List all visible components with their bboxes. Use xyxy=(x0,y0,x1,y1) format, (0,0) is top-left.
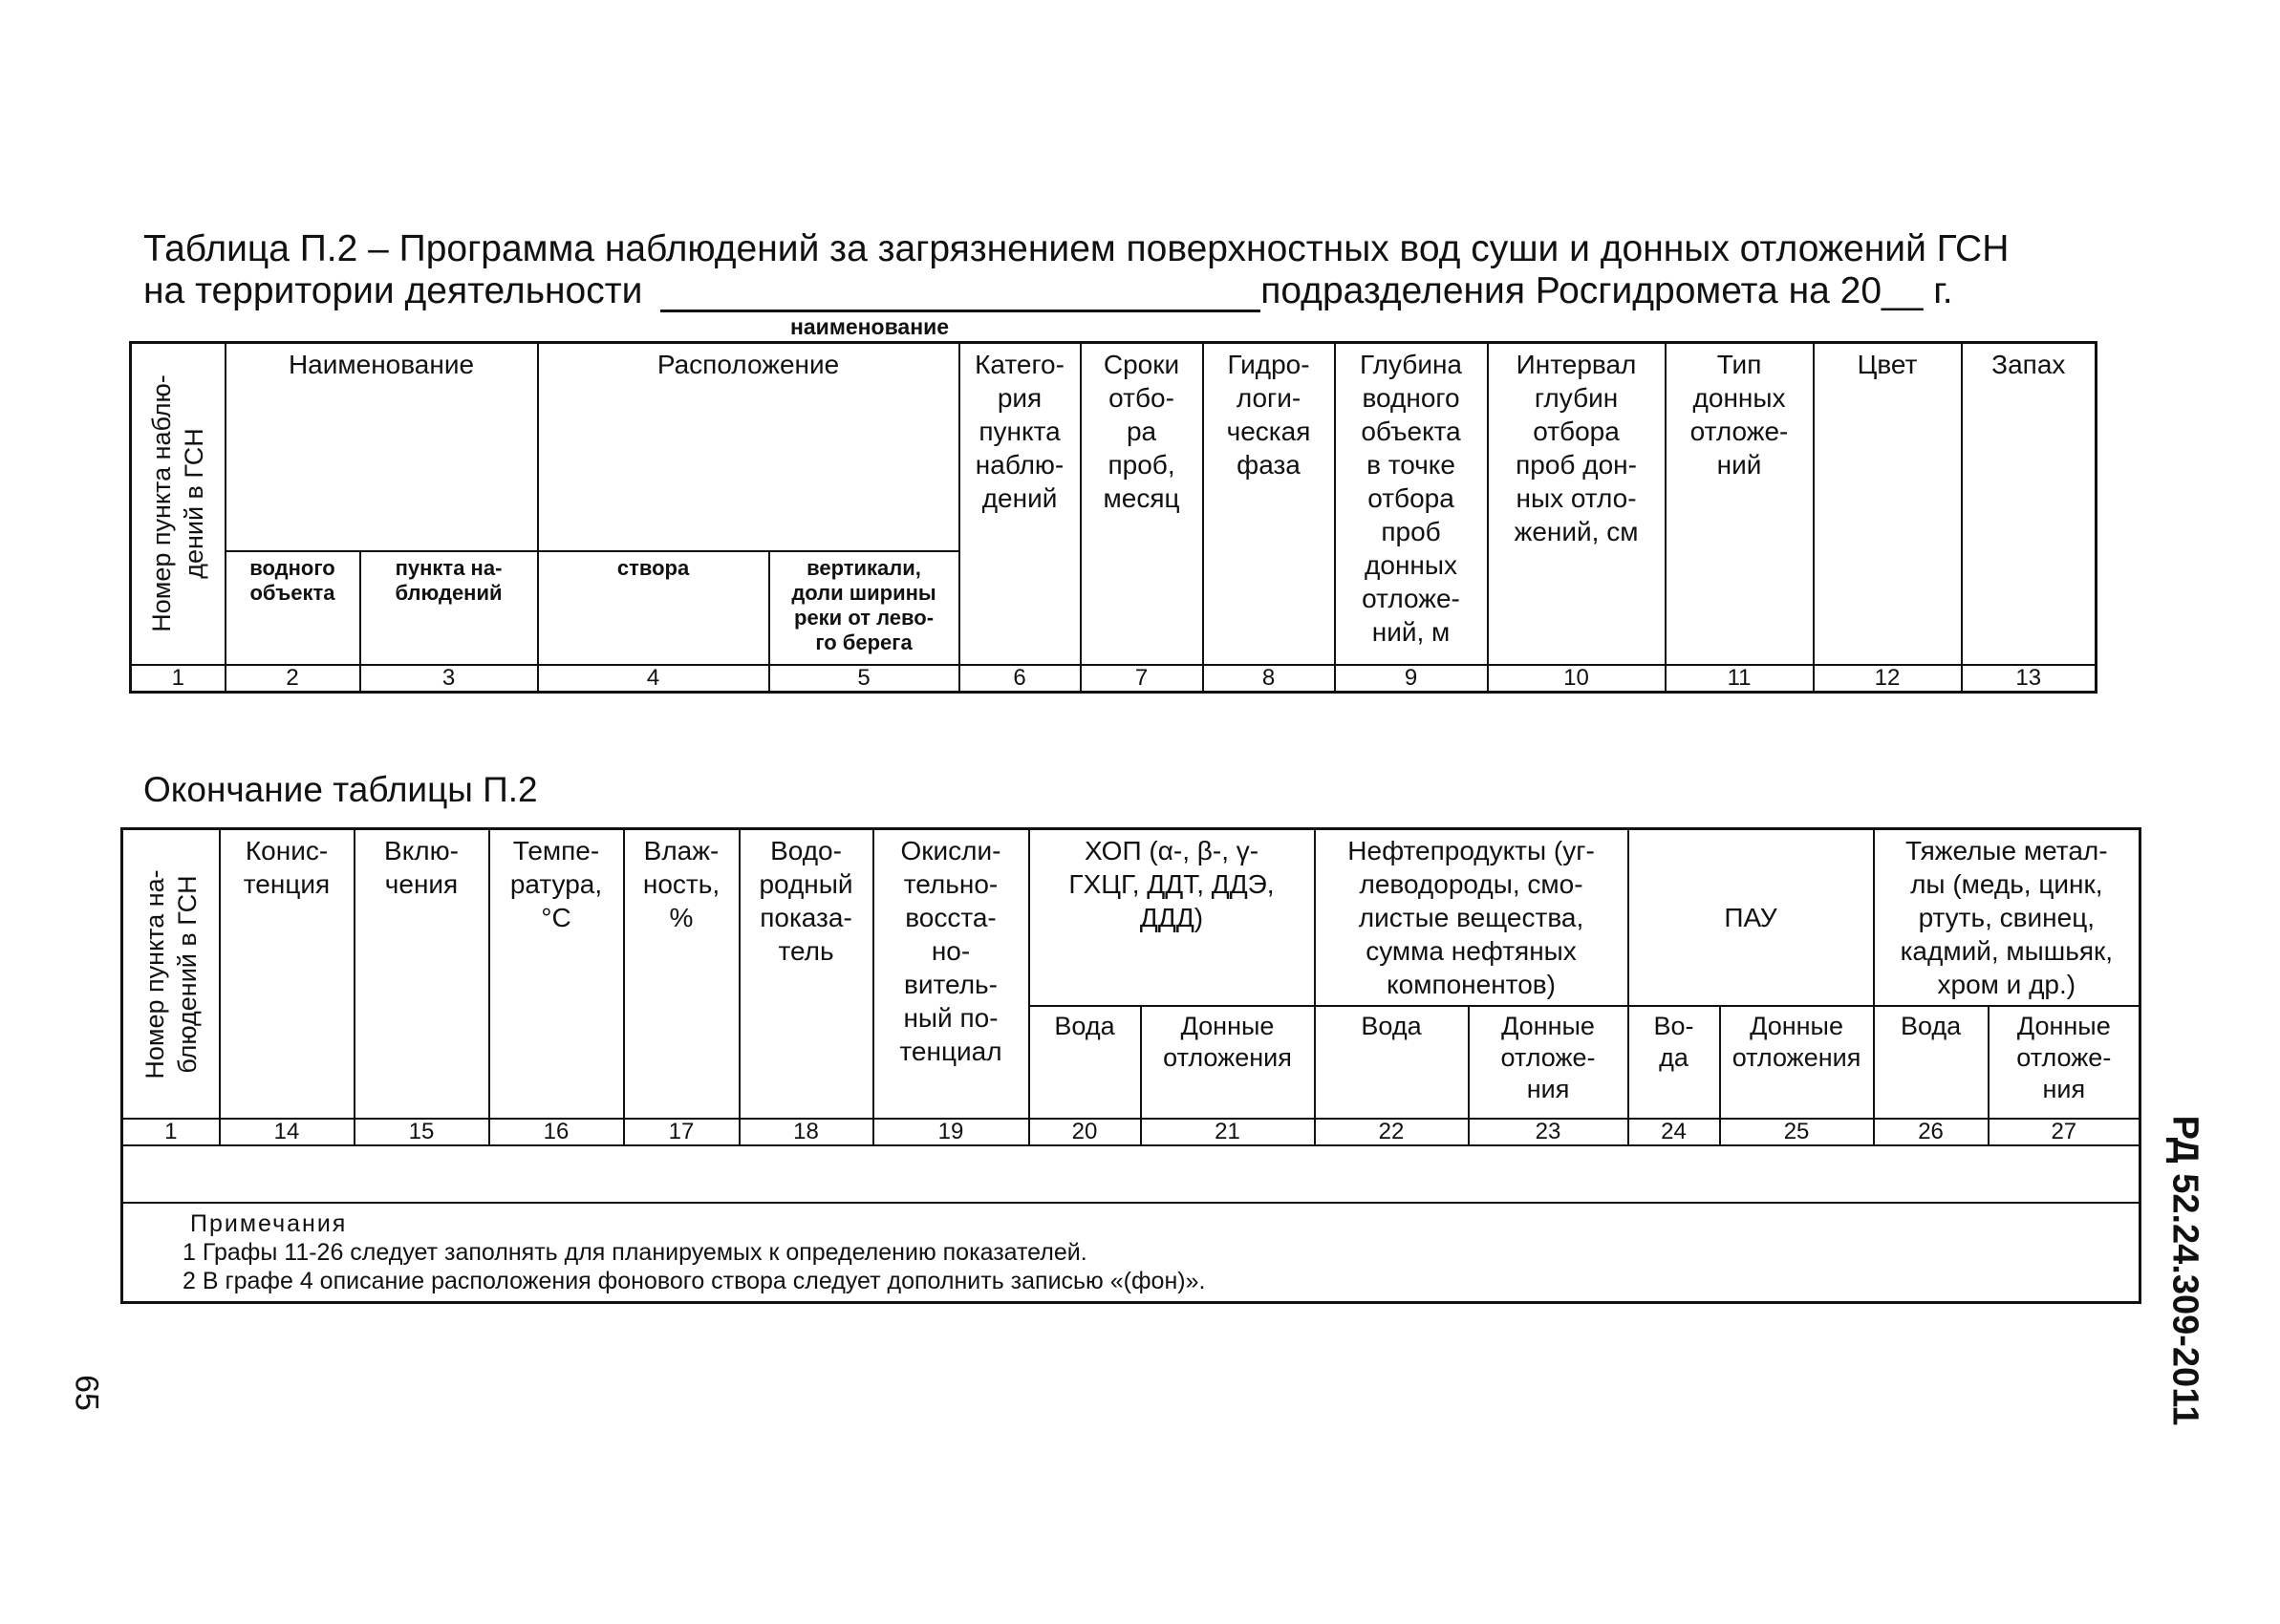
title-prefix: на территории деятельности xyxy=(143,270,643,311)
col-number: 5 xyxy=(769,665,959,693)
page-number: 65 xyxy=(68,1375,105,1411)
tyazhelye-metally-header: Тяжелые метал- лы (медь, цинк, ртуть, свинец, кадмий, мышьяк, хром и др.) xyxy=(1874,829,2140,1007)
table-title-line-1: Таблица П.2 – Программа наблюдений за загрязнением поверхностных вод суши и донных отложений ГСН xyxy=(143,228,2010,269)
neft-voda-subheader: Вода xyxy=(1315,1006,1469,1119)
col-number: 2 xyxy=(226,665,360,693)
col-number: 1 xyxy=(131,665,226,693)
col-point-number-header: Номер пункта наблю- дений в ГСН xyxy=(131,343,226,665)
note-2: 2 В графе 4 описание расположения фонового створа следует дополнить записью «(фон)». xyxy=(183,1268,1206,1294)
pau-voda-subheader: Во- да xyxy=(1628,1006,1720,1119)
vodorodny-header: Водо- родный показа- тель xyxy=(740,829,873,1120)
title-suffix: подразделения Росгидромета на 20__ г. xyxy=(1260,270,1953,311)
raspolozhenie-header: Расположение xyxy=(538,343,959,551)
col-number: 24 xyxy=(1628,1119,1720,1145)
naimenovanie-header: Наименование xyxy=(226,343,538,551)
pau-header: ПАУ xyxy=(1628,829,1874,1007)
note-1: 1 Графы 11-26 следует заполнять для планируемых к определению показателей. xyxy=(183,1239,1087,1266)
col-point-number-header-2: Номер пункта на- блюдений в ГСН xyxy=(122,829,220,1120)
col-number: 26 xyxy=(1874,1119,1989,1145)
col-number: 14 xyxy=(220,1119,355,1145)
col-number: 25 xyxy=(1720,1119,1874,1145)
nefteprodukty-header: Нефтепродукты (уг- леводороды, смо- листые вещества, сумма нефтяных компонентов) xyxy=(1315,829,1628,1007)
zapakh-header: Запах xyxy=(1962,343,2097,665)
sroki-header: Сроки отбо- ра проб, месяц xyxy=(1081,343,1203,665)
glubina-header: Глубина водного объекта в точке отбора проб донных отложе- ний, м xyxy=(1335,343,1488,665)
col-number: 10 xyxy=(1488,665,1666,693)
col-number: 7 xyxy=(1081,665,1203,693)
tm-donnye-subheader: Донные отложе- ния xyxy=(1989,1006,2140,1119)
col-number: 19 xyxy=(873,1119,1029,1145)
table-title-line-2 xyxy=(143,272,1953,312)
col-number: 27 xyxy=(1989,1119,2140,1145)
tip-header: Тип донных отложе- ний xyxy=(1666,343,1814,665)
tm-voda-subheader: Вода xyxy=(1874,1006,1989,1119)
organization-blank-line xyxy=(660,272,1260,312)
stvora-subheader: створа xyxy=(538,551,769,665)
continuation-title: Окончание таблицы П.2 xyxy=(143,770,538,809)
col-number: 18 xyxy=(740,1119,873,1145)
col-number: 16 xyxy=(489,1119,624,1145)
col-number: 12 xyxy=(1814,665,1962,693)
cvet-header: Цвет xyxy=(1814,343,1962,665)
col-number: 8 xyxy=(1203,665,1335,693)
col-number: 1 xyxy=(122,1119,220,1145)
col-number: 20 xyxy=(1029,1119,1141,1145)
col-number: 21 xyxy=(1141,1119,1315,1145)
col-number: 15 xyxy=(355,1119,489,1145)
okislitelno-header: Окисли- тельно- восста- но- витель- ный по- тенциал xyxy=(873,829,1029,1120)
col-number: 4 xyxy=(538,665,769,693)
col-number: 6 xyxy=(959,665,1081,693)
konsistencia-header: Конис- тенция xyxy=(220,829,355,1120)
blank-caption: наименование xyxy=(790,314,950,339)
document-code: РД 52.24.309-2011 xyxy=(2164,1115,2205,1426)
punkta-nabludeniy-subheader: пункта на- блюдений xyxy=(360,551,538,665)
neft-donnye-subheader: Донные отложе- ния xyxy=(1469,1006,1628,1119)
notes-heading: Примечания xyxy=(190,1210,348,1237)
khop-voda-subheader: Вода xyxy=(1029,1006,1141,1119)
khop-header: ХОП (α-, β-, γ- ГХЦГ, ДДТ, ДДЭ, ДДД) xyxy=(1029,829,1315,1007)
col-number: 23 xyxy=(1469,1119,1628,1145)
empty-data-row xyxy=(122,1145,2140,1203)
vodnogo-obekta-subheader: водного объекта xyxy=(226,551,360,665)
pau-donnye-subheader: Донные отложения xyxy=(1720,1006,1874,1119)
interval-header: Интервал глубин отбора проб дон- ных отло- жений, см xyxy=(1488,343,1666,665)
main-table xyxy=(129,341,2097,694)
vkluchenia-header: Вклю- чения xyxy=(355,829,489,1120)
col-number: 22 xyxy=(1315,1119,1469,1145)
kategoria-header: Катего- рия пункта наблю- дений xyxy=(959,343,1081,665)
col-number: 13 xyxy=(1962,665,2097,693)
col-number: 11 xyxy=(1666,665,1814,693)
col-number: 17 xyxy=(624,1119,740,1145)
notes-block xyxy=(122,1203,2140,1303)
khop-donnye-subheader: Донные отложения xyxy=(1141,1006,1315,1119)
continuation-table xyxy=(120,827,2141,1304)
vlazhnost-header: Влаж- ность, % xyxy=(624,829,740,1120)
vertikali-subheader: вертикали, доли ширины реки от лево- го берега xyxy=(769,551,959,665)
col-number: 9 xyxy=(1335,665,1488,693)
col-number: 3 xyxy=(360,665,538,693)
temperatura-header: Темпе- ратура, °С xyxy=(489,829,624,1120)
gidro-faza-header: Гидро- логи- ческая фаза xyxy=(1203,343,1335,665)
